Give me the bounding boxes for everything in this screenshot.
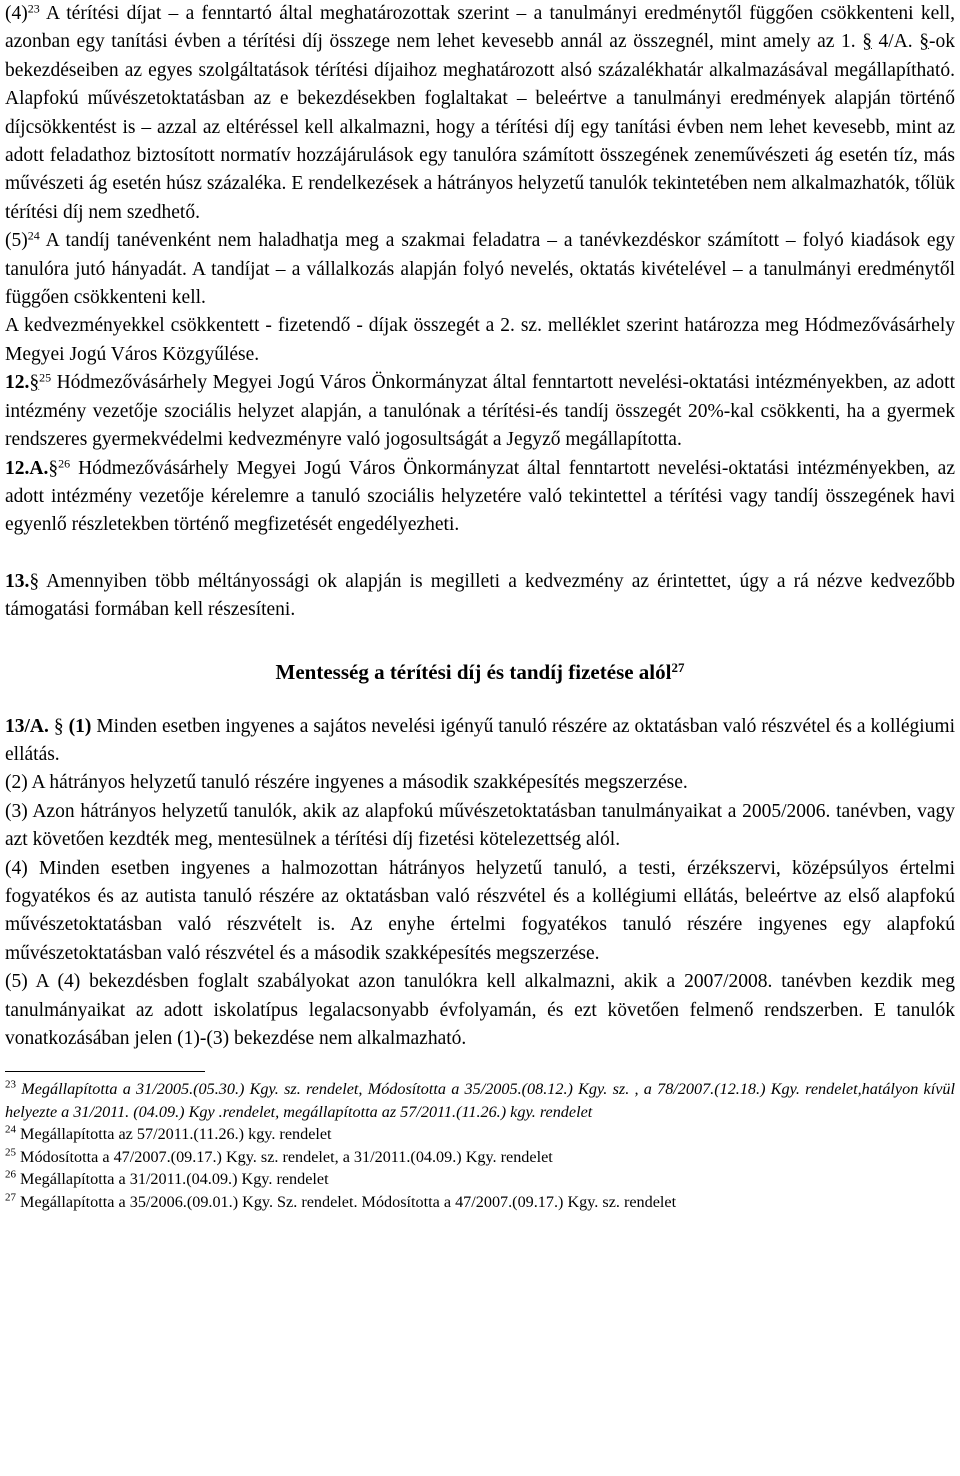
- section-sign: §: [862, 31, 872, 53]
- section-sign: §: [48, 457, 59, 479]
- paragraph-number: (4): [5, 3, 28, 24]
- footnotes: [5, 1078, 955, 1213]
- section-13a-item-4: (4) Minden esetben ingyenes a halmozottan hátrányos helyzetű tanuló, a testi, érzékszervi, középsúlyos értelmi fogyatékos és az autista tanuló részére az oktatásban való részvétel és a kollégiumi ellátás, beleértve az első alapfokú művészetoktatásban való részvételt is. Az enyhe értelmi fogyatékos tanuló részére ingyenes egy alapfokú művészetoktatásban való részvétel és a második szakképesítés megszerzése.: [5, 857, 955, 964]
- footnote-ref-25[interactable]: 25: [39, 370, 52, 385]
- footnote-ref-23[interactable]: 23: [27, 1, 40, 16]
- paragraph-5-continued: A kedvezményekkel csökkentett - fizetendő - díjak összegét a 2. sz. melléklet szerint határozza meg Hódmezővásárhely Megyei Jogú Város Közgyűlése.: [5, 315, 955, 365]
- footnote-ref-26[interactable]: 26: [58, 455, 71, 470]
- section-sign: §: [53, 715, 64, 737]
- section-13: 13.§ Amennyiben több méltányossági ok alapján is megilleti a kedvezmény az érintettet, úgy a rá nézve kedvezőbb támogatási formában kell részesíteni.: [5, 570, 955, 621]
- section-13a-item-3: (3) Azon hátrányos helyzetű tanulók, akik az alapfokú művészetoktatásban tanulmányaikat a 2005/2006. tanévben, vagy azt követően kezdték meg, mentesülnek a térítési díj fizetési kötelezettség alól.: [5, 800, 955, 851]
- section-heading: Mentesség a térítési díj és tandíj fizetése alól$^{27}$: [275, 659, 685, 684]
- subsection-number: (1): [68, 715, 92, 737]
- footnote-number: 25: [5, 1146, 16, 1159]
- footnote-ref-24[interactable]: 24: [27, 228, 40, 243]
- section-number: 12.A.: [5, 457, 49, 479]
- section-12a: 12.A.§$^{26}$ Hódmezővásárhely Megyei Jogú Város Önkormányzat által fenntartott nevelési-oktatási intézményekben, az adott intézmény vezetője kérelemre a tanuló szociális helyzetére való tekintettel a térítési vagy tandíj összegének havi egyenlő részletekben történő megfizetését engedélyezheti.: [5, 455, 955, 536]
- spacer: [5, 687, 955, 713]
- footnote-26: $^{26}$ Megállapította a 31/2011.(04.09.) Kgy. rendelet: [5, 1168, 329, 1189]
- footnote-ref-27[interactable]: 27: [671, 659, 685, 675]
- spacer: [5, 625, 955, 657]
- section-12: 12.§$^{25}$ Hódmezővásárhely Megyei Jogú Város Önkormányzat által fenntartott nevelési-oktatási intézményekben, az adott intézmény vezetője szociális helyzet alapján, a tanulónak a térítési-és tandíj összegét 20%-kal csökkenti, ha a gyermek rendszeres gyermekvédelmi kedvezményre való jogosultságát a Jegyző megállapította.: [5, 370, 955, 451]
- section-number: 13.: [5, 570, 30, 592]
- section-sign: §: [919, 31, 929, 53]
- footnote-number: 24: [5, 1123, 16, 1136]
- paragraph-number: (5): [5, 230, 28, 252]
- footnote-number: 27: [5, 1191, 16, 1204]
- section-sign: §: [29, 570, 40, 592]
- section-13a-item-5: (5) A (4) bekezdésben foglalt szabályokat azon tanulókra kell alkalmazni, akik a 2007/2008. tanévben kezdik meg tanulmányaikat az adott iskolatípus legalacsonyabb évfolyamán, és ezt követően felmenő rendszerben. E tanulók vonatkozásában jelen (1)-(3) bekezdése nem alkalmazható.: [5, 971, 955, 1049]
- footnote-25: $^{25}$ Módosította a 47/2007.(09.17.) Kgy. sz. rendelet, a 31/2011.(04.09.) Kgy. rendelet: [5, 1146, 553, 1166]
- section-13a: 13/A. § (1) Minden esetben ingyenes a sajátos nevelési igényű tanuló részére az oktatásban való részvétel és a kollégiumi ellátás.: [5, 715, 956, 765]
- spacer: [5, 540, 955, 568]
- section-13a-item-2: (2) A hátrányos helyzetű tanuló részére ingyenes a második szakképesítés megszerzése.: [5, 772, 688, 794]
- section-number: 13/A.: [5, 715, 49, 737]
- document-page: [5, 0, 955, 1213]
- footnote-24: $^{24}$ Megállapította az 57/2011.(11.26.) kgy. rendelet: [5, 1123, 332, 1144]
- footnote-27: $^{27}$ Megállapította a 35/2006.(09.01.) Kgy. Sz. rendelet. Módosította a 47/2007.(09.17.) Kgy. sz. rendelet: [5, 1191, 677, 1211]
- paragraph-4: $(4)^{23}$ A térítési díjat – a fenntartó által meghatározottak szerint – a tanulmányi eredménytől függően csökkenteni kell, azonban egy tanítási évben a térítési díj összege nem lehet kevesebb annál az összegnél, mint amely az 1. § 4/A. §-ok bekezdéseiben az egyes szolgáltatások térítési díjaihoz meghatározott alsó százalékhatár alkalmazásával megállapítható. Alapfokú művészetoktatásban az e bekezdésekben foglaltakat – beleértve a tanulmányi eredmények alapján történő díjcsökkentést is – azzal az eltéréssel kell alkalmazni, hogy a térítési díj egy tanítási évben nem lehet kevesebb, mint az adott feladathoz biztosított normatív hozzájárulások egy tanulóra számított összegének zeneművészeti ág esetén tíz, más művészeti ág esetén húsz százaléka. E rendelkezések a hátrányos helyzetű tanulók tekintetében nem alkalmazhatók, tőlük térítési díj nem szedhető.: [5, 1, 955, 223]
- section-number: 12.: [5, 372, 30, 394]
- footnote-separator: [5, 1071, 205, 1072]
- footnote-number: 23: [5, 1078, 16, 1091]
- footnote-23: $^{23}$ Megállapította a 31/2005.(05.30.) Kgy. sz. rendelet, Módosította a 35/2005.(08.12.) Kgy. sz. , a 78/2007.(12.18.) Kgy. rendelet,hatályon kívül helyezte a 31/2011. (04.09.) Kgy .rendelet, megállapította az 57/2011.(11.26.) kgy. rendelet: [5, 1078, 955, 1121]
- paragraph-5: $(5)^{24}$ A tandíj tanévenként nem haladhatja meg a szakmai feladatra – a tanévkezdéskor számított – folyó kiadások egy tanulóra jutó hányadát. A tandíjat – a vállalkozás alapján folyó nevelés, oktatás kivételével – a tanulmányi eredménytől függően csökkenteni kell.: [5, 228, 955, 309]
- footnote-number: 26: [5, 1168, 16, 1181]
- section-sign: §: [29, 372, 40, 394]
